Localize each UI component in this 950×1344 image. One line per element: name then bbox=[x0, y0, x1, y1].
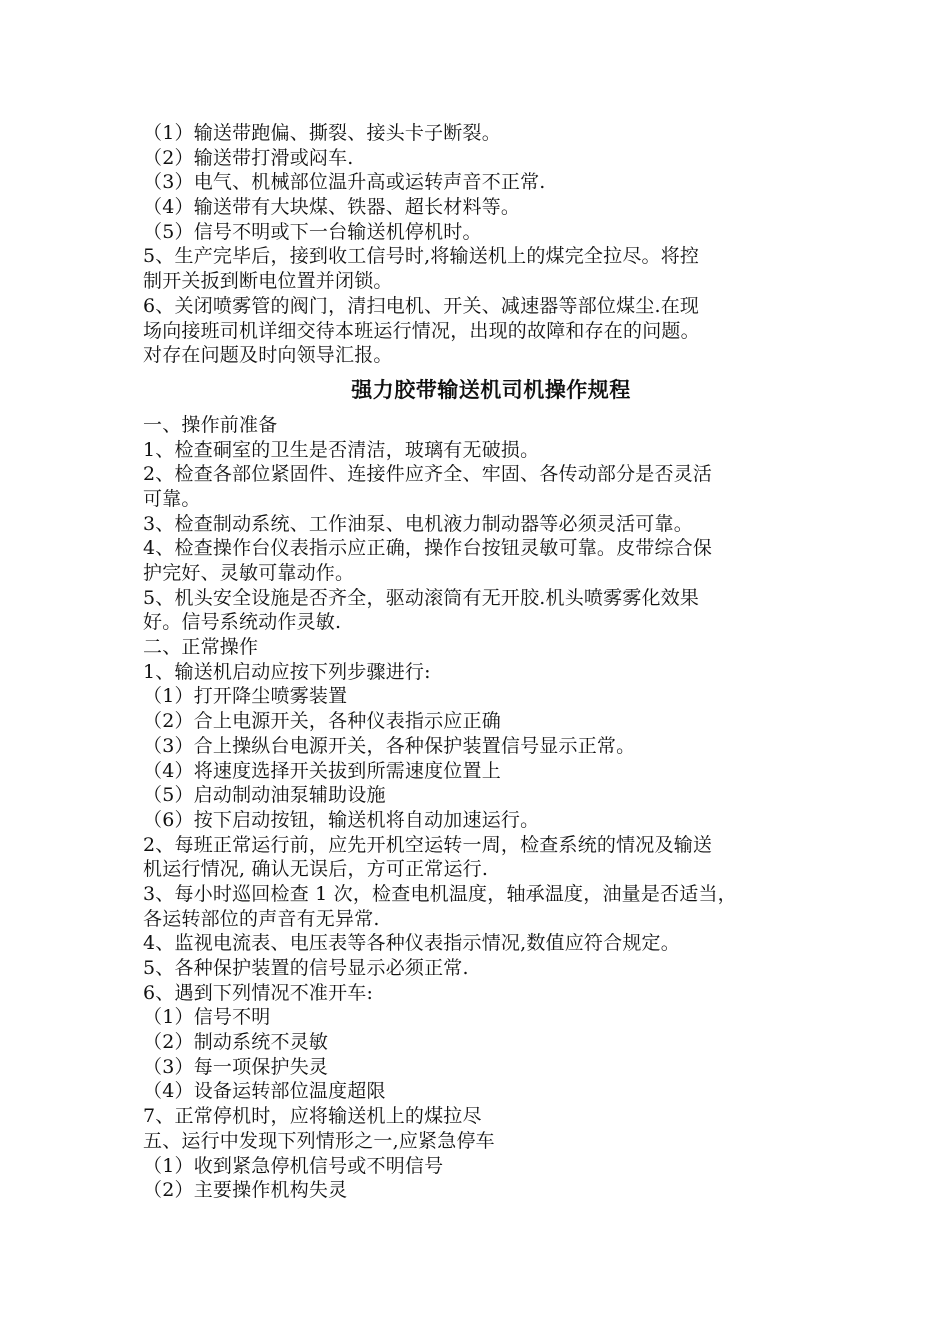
paragraph-line: 3、检查制动系统、工作油泵、电机液力制动器等必须灵活可靠。 bbox=[143, 512, 693, 535]
list-item: （6）按下启动按钮，输送机将自动加速运行。 bbox=[143, 808, 540, 831]
section-heading: 五、运行中发现下列情形之一,应紧急停车 bbox=[143, 1129, 495, 1152]
paragraph-line: 5、各种保护装置的信号显示必须正常. bbox=[143, 957, 469, 979]
list-item: （1）收到紧急停机信号或不明信号 bbox=[143, 1154, 444, 1177]
paragraph-line: 各运转部位的声音有无异常. bbox=[143, 907, 380, 930]
list-item: （1）打开降尘喷雾装置 bbox=[143, 685, 348, 708]
list-item: （5）信号不明或下一台输送机停机时。 bbox=[143, 220, 482, 243]
paragraph-line: 2、检查各部位紧固件、连接件应齐全、牢固、各传动部分是否灵活 bbox=[143, 463, 713, 486]
paragraph-line: 6、遇到下列情况不准开车: bbox=[143, 981, 374, 1004]
list-item: （1）输送带跑偏、撕裂、接头卡子断裂。 bbox=[143, 122, 501, 144]
paragraph-line: 可靠。 bbox=[143, 487, 201, 510]
paragraph-line: 机运行情况, 确认无误后，方可正常运行. bbox=[143, 858, 489, 881]
list-item: （3）电气、机械部位温升高或运转声音不正常. bbox=[143, 171, 546, 194]
section-heading: 二、正常操作 bbox=[143, 636, 259, 659]
list-item: （4）输送带有大块煤、铁器、超长材料等。 bbox=[143, 196, 521, 219]
paragraph-line: 5、生产完毕后，接到收工信号时,将输送机上的煤完全拉尽。将控 bbox=[143, 245, 700, 268]
document-body bbox=[143, 121, 823, 1203]
paragraph-line: 4、检查操作台仪表指示应正确，操作台按钮灵敏可靠。皮带综合保 bbox=[143, 537, 713, 560]
paragraph-line: 5、机头安全设施是否齐全，驱动滚筒有无开胶.机头喷雾雾化效果 bbox=[143, 586, 700, 609]
document-title: 强力胶带输送机司机操作规程 bbox=[351, 377, 631, 402]
paragraph-line: 2、每班正常运行前，应先开机空运转一周，检查系统的情况及输送 bbox=[143, 833, 713, 856]
paragraph-line: 6、关闭喷雾管的阀门，清扫电机、开关、减速器等部位煤尘.在现 bbox=[143, 294, 700, 317]
list-item: （2）制动系统不灵敏 bbox=[143, 1031, 329, 1054]
paragraph-line: 场向接班司机详细交待本班运行情况，出现的故障和存在的问题。 bbox=[143, 319, 700, 342]
paragraph-line: 1、检查硐室的卫生是否清洁，玻璃有无破损。 bbox=[143, 438, 540, 461]
list-item: （3）合上操纵台电源开关，各种保护装置信号显示正常。 bbox=[143, 734, 636, 757]
list-item: （2）主要操作机构失灵 bbox=[143, 1179, 348, 1202]
paragraph-line: 制开关扳到断电位置并闭锁。 bbox=[143, 270, 393, 293]
section-heading: 一、操作前准备 bbox=[143, 413, 278, 436]
paragraph-line: 3、每小时巡回检查 1 次，检查电机温度，轴承温度，油量是否适当， bbox=[143, 882, 737, 905]
paragraph-line: 护完好、灵敏可靠动作。 bbox=[143, 562, 355, 584]
paragraph-line: 1、输送机启动应按下列步骤进行: bbox=[143, 660, 431, 683]
list-item: （2）输送带打滑或闷车. bbox=[143, 146, 354, 169]
list-item: （1）信号不明 bbox=[143, 1006, 271, 1029]
list-item: （4）将速度选择开关拔到所需速度位置上 bbox=[143, 759, 501, 782]
list-item: （4）设备运转部位温度超限 bbox=[143, 1080, 386, 1103]
list-item: （2）合上电源开关，各种仪表指示应正确 bbox=[143, 710, 501, 733]
paragraph-line: 7、正常停机时，应将输送机上的煤拉尽 bbox=[143, 1105, 482, 1128]
list-item: （5）启动制动油泵辅助设施 bbox=[143, 784, 386, 807]
paragraph-line: 好。信号系统动作灵敏. bbox=[143, 611, 342, 634]
paragraph-line: 对存在问题及时向领导汇报。 bbox=[143, 344, 393, 367]
list-item: （3）每一项保护失灵 bbox=[143, 1055, 329, 1078]
paragraph-line: 4、监视电流表、电压表等各种仪表指示情况,数值应符合规定。 bbox=[143, 932, 680, 955]
